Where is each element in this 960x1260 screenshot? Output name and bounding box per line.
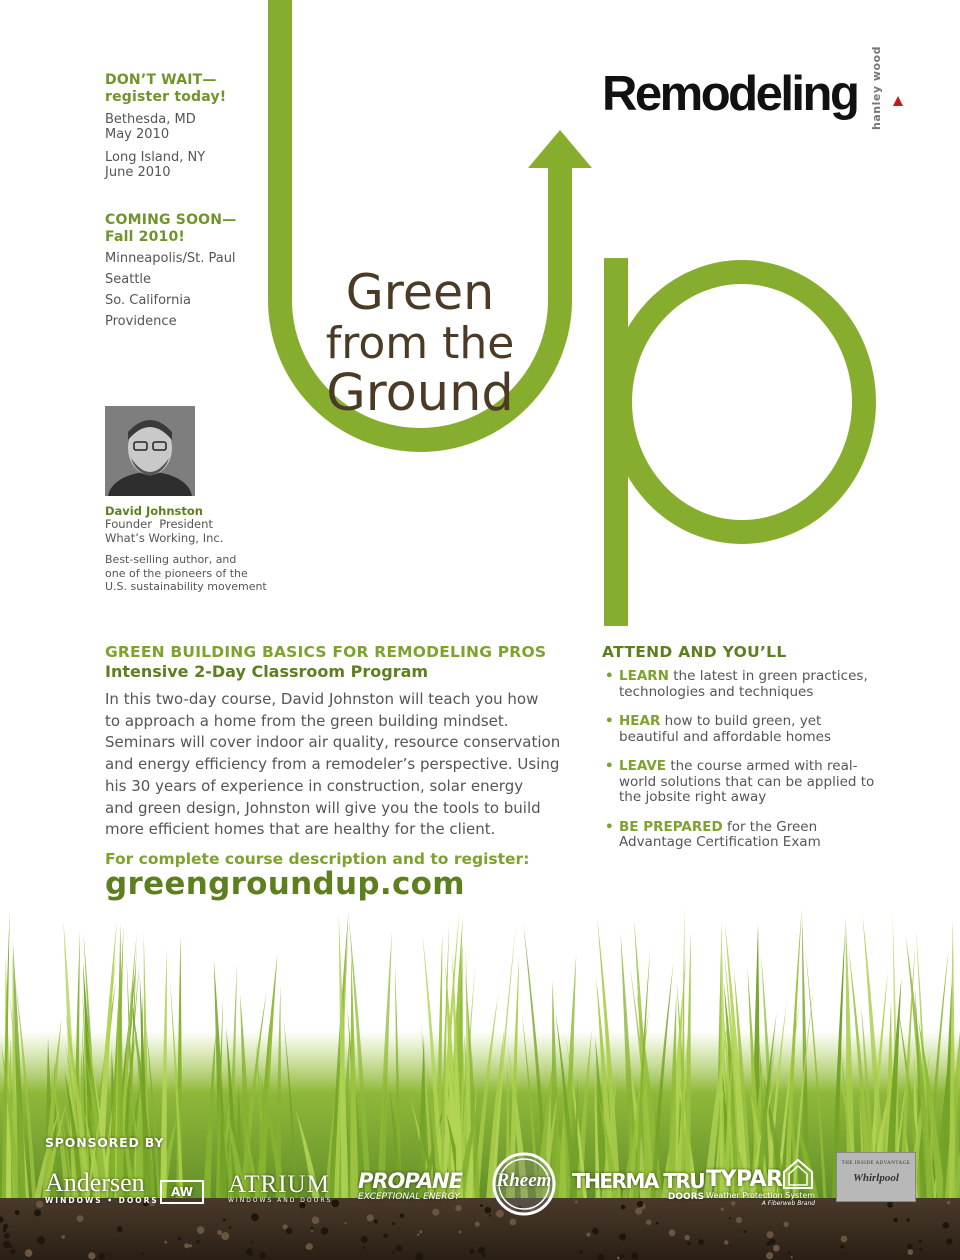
soil-particle bbox=[684, 1235, 689, 1240]
soil-particle bbox=[489, 1214, 491, 1216]
soil-particle bbox=[942, 1222, 949, 1229]
coming-soon-heading: COMING SOON— Fall 2010! bbox=[105, 212, 237, 245]
registration-url[interactable]: greengroundup.com bbox=[105, 866, 465, 902]
soil-particle bbox=[470, 1249, 475, 1254]
soil-particle bbox=[117, 1226, 123, 1232]
typar-house-icon bbox=[782, 1158, 814, 1190]
soil-particle bbox=[687, 1242, 691, 1246]
city-item: Minneapolis/St. Paul bbox=[105, 251, 236, 266]
city-item: So. California bbox=[105, 293, 191, 308]
soil-particle bbox=[251, 1241, 253, 1243]
soil-particle bbox=[907, 1244, 913, 1250]
speaker-caption bbox=[105, 504, 267, 594]
arrow-head-icon bbox=[528, 130, 592, 168]
soil-particle bbox=[580, 1250, 583, 1253]
soil-particle bbox=[919, 1248, 922, 1251]
sponsor-rheem-logo: Rheem bbox=[496, 1170, 552, 1191]
soil-particle bbox=[223, 1218, 226, 1221]
soil-particle bbox=[9, 1245, 12, 1248]
attend-list bbox=[603, 669, 879, 865]
soil-particle bbox=[419, 1230, 422, 1233]
soil-particle bbox=[586, 1233, 590, 1237]
soil-particle bbox=[99, 1253, 105, 1259]
soil-particle bbox=[11, 1249, 16, 1254]
sponsor-atrium-logo: ATRIUM WINDOWS AND DOORS bbox=[228, 1171, 333, 1204]
speaker-company: What’s Working, Inc. bbox=[105, 530, 224, 545]
soil-particle bbox=[363, 1246, 365, 1248]
attend-item: • LEARN the latest in green practices, technologies and techniques bbox=[605, 668, 868, 700]
city-item: Seattle bbox=[105, 272, 152, 287]
speaker-bio-line: Best-selling author, and bbox=[105, 553, 237, 566]
soil-particle bbox=[485, 1207, 492, 1214]
soil-particle bbox=[482, 1254, 485, 1257]
soil-particle bbox=[259, 1252, 265, 1258]
soil-particle bbox=[392, 1252, 395, 1255]
soil-particle bbox=[311, 1227, 314, 1230]
soil-particle bbox=[510, 1219, 517, 1226]
soil-particle bbox=[142, 1252, 144, 1254]
soil-particle bbox=[331, 1199, 339, 1207]
attend-item: • BE PREPARED for the Green Advantage Certification Exam bbox=[605, 818, 821, 850]
soil-particle bbox=[184, 1243, 189, 1248]
attend-item: • LEAVE the course armed with real-world solutions that can be applied to the jobsite right away bbox=[605, 758, 875, 805]
soil-particle bbox=[164, 1241, 167, 1244]
soil-particle bbox=[3, 1224, 8, 1229]
soil-particle bbox=[88, 1252, 95, 1259]
event-bethesda: Bethesda, MD May 2010 bbox=[105, 112, 196, 142]
sponsor-propane-logo: PROPANE EXCEPTIONAL ENERGY bbox=[358, 1169, 463, 1202]
soil-particle bbox=[344, 1222, 346, 1224]
course-heading: GREEN BUILDING BASICS FOR REMODELING PROS bbox=[105, 643, 547, 661]
coming-cities-list bbox=[105, 248, 236, 332]
soil-particle bbox=[887, 1202, 893, 1208]
speaker-name: David Johnston bbox=[105, 504, 203, 518]
soil-particle bbox=[4, 1233, 10, 1239]
soil-particle bbox=[766, 1252, 773, 1259]
soil-particle bbox=[619, 1234, 626, 1241]
soil-particle bbox=[729, 1217, 731, 1219]
course-subheading: Intensive 2-Day Classroom Program bbox=[105, 662, 429, 681]
soil-particle bbox=[620, 1254, 624, 1258]
soil-particle bbox=[908, 1249, 914, 1255]
sponsor-thermatru-logo: THERMA TRU DOORS bbox=[572, 1169, 705, 1202]
soil-particle bbox=[656, 1222, 659, 1225]
soil-particle bbox=[698, 1239, 704, 1245]
publisher-logo: hanley wood bbox=[870, 46, 883, 130]
soil-particle bbox=[197, 1226, 205, 1234]
soil-particle bbox=[893, 1218, 897, 1222]
soil-particle bbox=[392, 1222, 395, 1225]
sponsored-by-label: SPONSORED BY bbox=[45, 1135, 165, 1150]
soil-particle bbox=[906, 1218, 910, 1222]
soil-particle bbox=[229, 1226, 232, 1229]
soil-particle bbox=[15, 1210, 20, 1215]
soil-particle bbox=[361, 1236, 368, 1243]
soil-particle bbox=[841, 1236, 848, 1243]
speaker-bio-line: U.S. sustainability movement bbox=[105, 580, 267, 593]
course-description: In this two-day course, David Johnston will teach you how to approach a home from the green building mindset. Seminars will cover indoor air quality, resource conservation and energy efficiency from a remodeler’s perspective. Using his 30 years of experience in construction, solar energy and green design, Johnston will give you the tools to build more efficient homes that are healthy for the client. bbox=[105, 690, 561, 839]
soil-particle bbox=[767, 1231, 774, 1238]
headline-line-3: Ground bbox=[326, 364, 514, 423]
soil-particle bbox=[669, 1229, 676, 1236]
soil-particle bbox=[283, 1224, 288, 1229]
soil-particle bbox=[77, 1215, 84, 1222]
soil-particle bbox=[37, 1236, 45, 1244]
city-item: Providence bbox=[105, 314, 177, 329]
soil-particle bbox=[374, 1220, 378, 1224]
soil-particle bbox=[736, 1217, 742, 1223]
headline-line-1: Green bbox=[345, 264, 495, 321]
soil-particle bbox=[724, 1240, 728, 1244]
soil-particle bbox=[178, 1237, 181, 1240]
sponsor-andersen-logo: Andersen WINDOWS • DOORS bbox=[45, 1168, 159, 1205]
soil-particle bbox=[791, 1256, 793, 1258]
soil-particle bbox=[617, 1257, 620, 1260]
soil-particle bbox=[396, 1245, 402, 1251]
sponsor-aw-mark-icon: AW bbox=[160, 1180, 204, 1204]
headline-line-2: from the bbox=[325, 318, 515, 369]
soil-particle bbox=[36, 1201, 43, 1208]
soil-particle bbox=[621, 1205, 626, 1210]
attend-item: • HEAR how to build green, yet beautiful and affordable homes bbox=[605, 713, 831, 745]
register-heading: DON’T WAIT— register today! bbox=[105, 72, 227, 105]
soil-particle bbox=[592, 1228, 599, 1235]
soil-particle bbox=[312, 1216, 320, 1224]
soil-particle bbox=[635, 1208, 642, 1215]
soil-particle bbox=[947, 1201, 951, 1205]
brand-logo: Remodeling bbox=[602, 67, 858, 121]
soil-particle bbox=[61, 1235, 65, 1239]
soil-particle bbox=[321, 1227, 329, 1235]
soil-particle bbox=[459, 1231, 462, 1234]
soil-particle bbox=[25, 1249, 33, 1257]
soil-particle bbox=[251, 1213, 259, 1221]
soil-particle bbox=[432, 1209, 439, 1216]
sponsor-typar-logo: TYPAR Weather Protection System A Fiberweb Brand bbox=[706, 1167, 816, 1207]
soil-particle bbox=[34, 1209, 41, 1216]
soil-particle bbox=[478, 1247, 485, 1254]
soil-particle bbox=[246, 1248, 253, 1255]
soil-particle bbox=[773, 1245, 780, 1252]
soil-particle bbox=[417, 1233, 420, 1236]
soil-particle bbox=[840, 1245, 844, 1249]
soil-particle bbox=[189, 1244, 192, 1247]
soil-particle bbox=[400, 1214, 404, 1218]
event-long-island: Long Island, NY June 2010 bbox=[105, 150, 206, 180]
soil-particle bbox=[946, 1239, 952, 1245]
soil-particle bbox=[383, 1234, 387, 1238]
soil-particle bbox=[767, 1241, 772, 1246]
attend-heading: ATTEND AND YOU’LL bbox=[602, 643, 787, 661]
soil-particle bbox=[475, 1222, 480, 1227]
soil-particle bbox=[721, 1208, 724, 1211]
soil-particle bbox=[306, 1243, 313, 1250]
soil-particle bbox=[646, 1220, 651, 1225]
speaker-title: Founder President bbox=[105, 517, 213, 531]
speaker-bio-line: one of the pioneers of the bbox=[105, 566, 248, 580]
soil-particle bbox=[217, 1230, 222, 1235]
soil-particle bbox=[919, 1240, 922, 1243]
soil-particle bbox=[367, 1214, 374, 1221]
soil-particle bbox=[455, 1205, 461, 1211]
soil-particle bbox=[480, 1204, 483, 1207]
soil-particle bbox=[631, 1252, 638, 1259]
soil-particle bbox=[788, 1251, 791, 1254]
soil-particle bbox=[744, 1231, 747, 1234]
p-bowl bbox=[620, 272, 864, 532]
soil-particle bbox=[3, 1241, 11, 1249]
register-prompt: For complete course description and to register: bbox=[105, 850, 530, 868]
sponsor-whirlpool-logo: THE INSIDE ADVANTAGE Whirlpool bbox=[836, 1152, 916, 1202]
soil-particle bbox=[196, 1240, 199, 1243]
soil-particle bbox=[784, 1222, 789, 1227]
soil-particle bbox=[311, 1230, 313, 1232]
speaker-photo bbox=[105, 406, 195, 496]
soil-particle bbox=[221, 1232, 229, 1240]
publisher-triangle-icon bbox=[893, 96, 903, 106]
